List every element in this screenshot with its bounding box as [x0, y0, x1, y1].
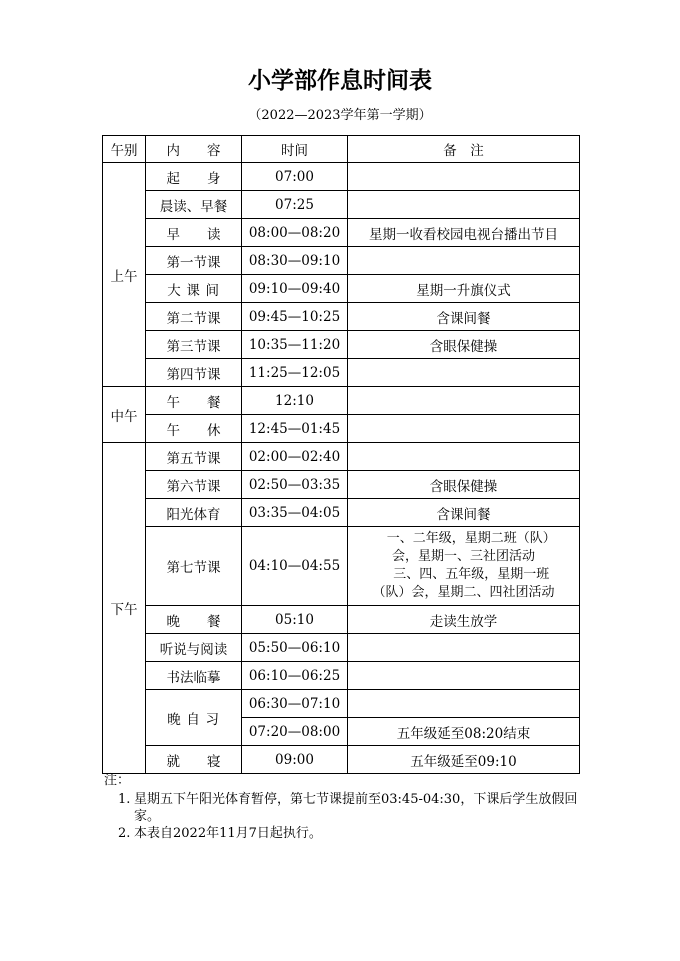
- row-note: 含眼保健操: [348, 471, 580, 499]
- page-subtitle: （2022—2023学年第一学期）: [248, 108, 432, 123]
- row-item: 第五节课: [146, 443, 242, 471]
- table-row: [103, 746, 580, 774]
- row-item: 晚 自 习: [146, 690, 242, 746]
- table-row: [103, 387, 580, 415]
- footnote-text: 本表自2022年11月7日起执行。: [134, 826, 322, 841]
- schedule-table: [102, 135, 580, 774]
- table-row: [103, 303, 580, 331]
- note-line: 三、四、五年级，星期一班: [393, 567, 550, 582]
- footnotes: [104, 772, 594, 842]
- row-time: 05:10: [242, 606, 348, 634]
- row-item: 晚 餐: [146, 606, 242, 634]
- row-time: 09:00: [242, 746, 348, 774]
- table-row: [103, 247, 580, 275]
- footnote-item: [104, 791, 594, 825]
- row-item: 阳光体育: [146, 499, 242, 527]
- row-time: 07:20—08:00: [242, 718, 348, 746]
- table-row: [103, 163, 580, 191]
- row-item: 第四节课: [146, 359, 242, 387]
- header-item: 内 容: [146, 136, 242, 163]
- period-morning: 上午: [103, 163, 146, 387]
- table-row: [103, 471, 580, 499]
- note-line: （队）会，星期二、四社团活动: [372, 585, 555, 600]
- row-item: 晨读、早餐: [146, 191, 242, 219]
- row-time: 04:10—04:55: [242, 527, 348, 606]
- row-note: [348, 443, 580, 471]
- page-title: 小学部作息时间表: [248, 68, 432, 94]
- footnote-number: 1.: [118, 792, 131, 807]
- footnote-item: [104, 825, 594, 842]
- period-afternoon: 下午: [103, 443, 146, 774]
- row-note: [348, 690, 580, 718]
- row-item: 第三节课: [146, 331, 242, 359]
- row-note: [348, 191, 580, 219]
- row-item: 起 身: [146, 163, 242, 191]
- row-time: 07:00: [242, 163, 348, 191]
- table-row: [103, 662, 580, 690]
- row-item: 大 课 间: [146, 275, 242, 303]
- row-note: 含课间餐: [348, 499, 580, 527]
- row-time: 12:45—01:45: [242, 415, 348, 443]
- row-time: 12:10: [242, 387, 348, 415]
- row-time: 07:25: [242, 191, 348, 219]
- row-note: 含眼保健操: [348, 331, 580, 359]
- table-row: [103, 499, 580, 527]
- row-note: 星期一收看校园电视台播出节目: [348, 219, 580, 247]
- row-item: 第二节课: [146, 303, 242, 331]
- table-row: [103, 275, 580, 303]
- table-row: [103, 606, 580, 634]
- note-line: 一、二年级，星期二班（队）: [386, 531, 556, 546]
- table-row: [103, 359, 580, 387]
- row-time: 06:10—06:25: [242, 662, 348, 690]
- period-noon: 中午: [103, 387, 146, 443]
- footnote-number: 2.: [118, 826, 131, 841]
- row-time: 08:30—09:10: [242, 247, 348, 275]
- table-row: [103, 331, 580, 359]
- row-note: [348, 634, 580, 662]
- row-note: [348, 247, 580, 275]
- row-note: [348, 163, 580, 191]
- row-item: 书法临摹: [146, 662, 242, 690]
- row-time: 06:30—07:10: [242, 690, 348, 718]
- table-header-row: [103, 136, 580, 163]
- row-note: 五年级延至08:20结束: [348, 718, 580, 746]
- row-item: 就 寝: [146, 746, 242, 774]
- row-item: 听说与阅读: [146, 634, 242, 662]
- table-row: [103, 219, 580, 247]
- row-note: 含课间餐: [348, 303, 580, 331]
- header-period: 午别: [103, 136, 146, 163]
- row-note: [348, 662, 580, 690]
- note-line: 会，星期一、三社团活动: [391, 549, 535, 564]
- row-time: 03:35—04:05: [242, 499, 348, 527]
- footnote-label: 注：: [104, 773, 131, 788]
- table-row: [103, 690, 580, 718]
- table-row: [103, 191, 580, 219]
- row-note: [348, 415, 580, 443]
- row-note: [348, 359, 580, 387]
- row-item: 早 读: [146, 219, 242, 247]
- header-note: 备 注: [348, 136, 580, 163]
- footnote-text: 星期五下午阳光体育暂停，第七节课提前至03:45-04:30，下课后学生放假回家。: [134, 792, 578, 824]
- row-time: 09:45—10:25: [242, 303, 348, 331]
- table-row: [103, 443, 580, 471]
- row-note: 走读生放学: [348, 606, 580, 634]
- row-time: 08:00—08:20: [242, 219, 348, 247]
- header-time: 时间: [242, 136, 348, 163]
- row-item: 第六节课: [146, 471, 242, 499]
- row-note: 五年级延至09:10: [348, 746, 580, 774]
- row-note-multiline: [348, 527, 580, 606]
- row-item: 午 休: [146, 415, 242, 443]
- row-time: 02:50—03:35: [242, 471, 348, 499]
- row-time: 11:25—12:05: [242, 359, 348, 387]
- row-item: 午 餐: [146, 387, 242, 415]
- row-time: 05:50—06:10: [242, 634, 348, 662]
- table-row: [103, 527, 580, 606]
- row-time: 10:35—11:20: [242, 331, 348, 359]
- row-time: 09:10—09:40: [242, 275, 348, 303]
- row-item: 第一节课: [146, 247, 242, 275]
- row-item: 第七节课: [146, 527, 242, 606]
- row-note: 星期一升旗仪式: [348, 275, 580, 303]
- table-row: [103, 634, 580, 662]
- row-time: 02:00—02:40: [242, 443, 348, 471]
- row-note: [348, 387, 580, 415]
- table-row: [103, 415, 580, 443]
